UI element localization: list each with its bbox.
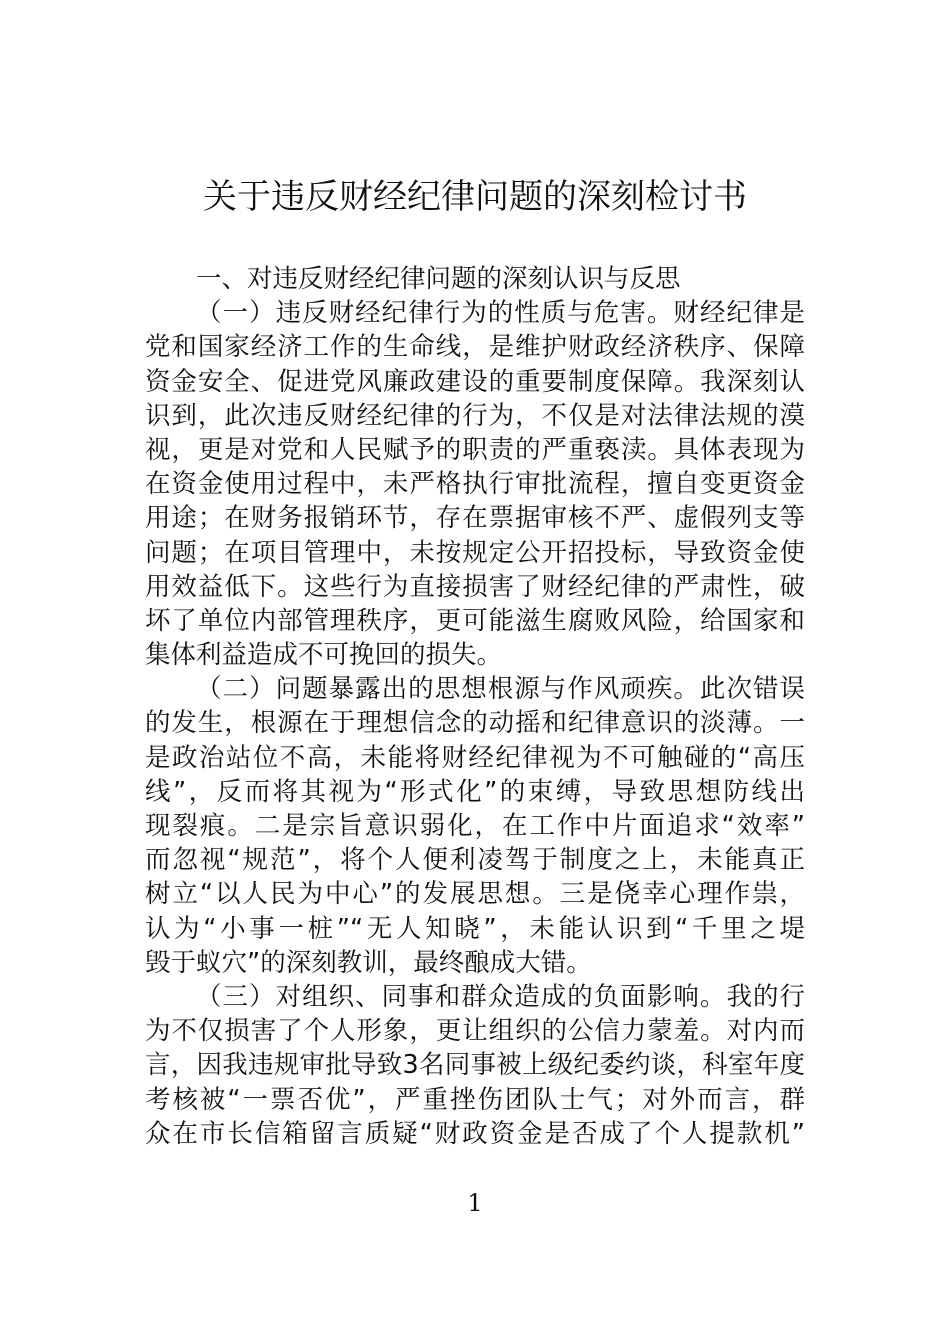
paragraph-line: （一）违反财经纪律行为的性质与危害。财经纪律是 bbox=[196, 298, 805, 329]
document-body bbox=[145, 262, 805, 1151]
paragraph-line: 线”，反而将其视为“形式化”的束缚，导致思想防线出 bbox=[145, 776, 805, 807]
paragraph-line: 树立“以人民为中心”的发展思想。三是侥幸心理作祟， bbox=[145, 879, 805, 910]
paragraph-1 bbox=[145, 296, 805, 672]
paragraph-line: （二）问题暴露出的思想根源与作风顽疾。此次错误 bbox=[196, 674, 805, 705]
paragraph-line: 众在市长信箱留言质疑“财政资金是否成了个人提款机” bbox=[145, 1118, 805, 1149]
paragraph-line: 用途；在财务报销环节，存在票据审核不严、虚假列支等 bbox=[145, 503, 805, 534]
paragraph-line: 是政治站位不高，未能将财经纪律视为不可触碰的“高压 bbox=[145, 742, 805, 773]
paragraph-line: 视，更是对党和人民赋予的职责的严重亵渎。具体表现为 bbox=[145, 434, 805, 465]
paragraph-line: 认为“小事一桩”“无人知晓”，未能认识到“千里之堤 bbox=[145, 913, 805, 944]
page-number: 1 bbox=[467, 1189, 483, 1217]
paragraph-line: 而忽视“规范”，将个人便利凌驾于制度之上，未能真正 bbox=[145, 845, 805, 876]
section-heading: 一、对违反财经纪律问题的深刻认识与反思 bbox=[196, 264, 681, 294]
paragraph-line: 为不仅损害了个人形象，更让组织的公信力蒙羞。对内而 bbox=[145, 1016, 805, 1047]
paragraph-line: 识到，此次违反财经纪律的行为，不仅是对法律法规的漠 bbox=[145, 400, 805, 431]
paragraph-2 bbox=[145, 672, 805, 980]
paragraph-line: 资金安全、促进党风廉政建设的重要制度保障。我深刻认 bbox=[145, 366, 805, 397]
paragraph-line: 在资金使用过程中，未严格执行审批流程，擅自变更资金 bbox=[145, 469, 805, 500]
paragraph-line: 用效益低下。这些行为直接损害了财经纪律的严肃性，破 bbox=[145, 571, 805, 602]
paragraph-line: 现裂痕。二是宗旨意识弱化，在工作中片面追求“效率” bbox=[145, 811, 805, 841]
paragraph-line: 毁于蚁穴”的深刻教训，最终酿成大错。 bbox=[145, 947, 592, 978]
paragraph-line: 考核被“一票否优”，严重挫伤团队士气；对外而言，群 bbox=[145, 1084, 805, 1115]
paragraph-line: 的发生，根源在于理想信念的动摇和纪律意识的淡薄。一 bbox=[145, 708, 805, 739]
paragraph-3 bbox=[145, 980, 805, 1151]
paragraph-line: 坏了单位内部管理秩序，更可能滋生腐败风险，给国家和 bbox=[145, 605, 805, 636]
paragraph-line: 党和国家经济工作的生命线，是维护财政经济秩序、保障 bbox=[145, 332, 805, 363]
paragraph-line: 集体利益造成不可挽回的损失。 bbox=[145, 640, 503, 671]
paragraph-line: （三）对组织、同事和群众造成的负面影响。我的行 bbox=[196, 981, 805, 1012]
paragraph-line: 言，因我违规审批导致3名同事被上级纪委约谈，科室年度 bbox=[145, 1050, 805, 1081]
paragraph-line: 问题；在项目管理中，未按规定公开招投标，导致资金使 bbox=[145, 537, 805, 568]
document-title: 关于违反财经纪律问题的深刻检讨书 bbox=[203, 177, 747, 217]
